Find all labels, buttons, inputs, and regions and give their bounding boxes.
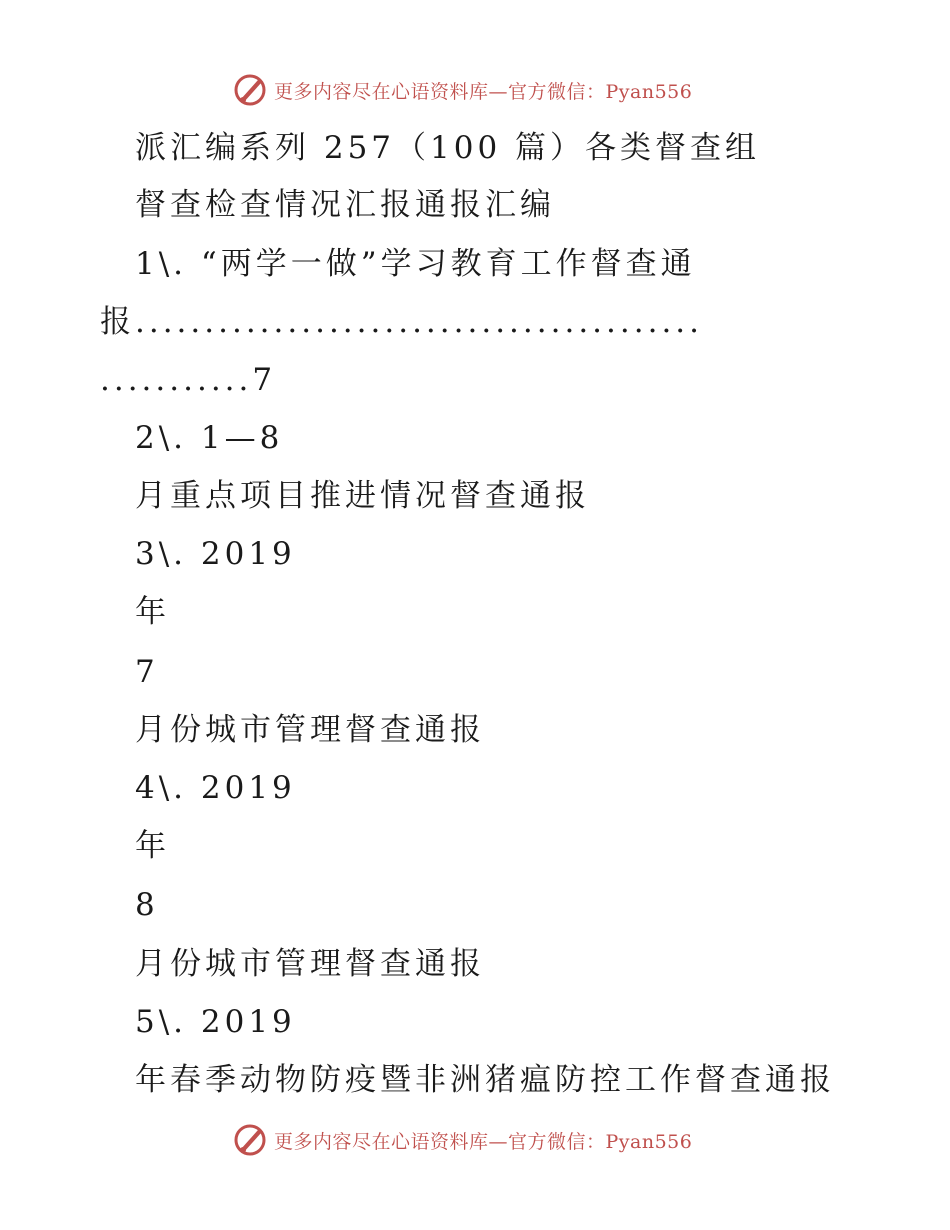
toc-item-2-number: 2\. 1—8 — [135, 420, 284, 456]
toc-item-4-year-unit: 年 — [135, 828, 170, 864]
toc-item-4-title: 月份城市管理督查通报 — [135, 946, 485, 982]
toc-item-3-year-unit: 年 — [135, 594, 170, 630]
toc-item-2-title: 月重点项目推进情况督查通报 — [135, 478, 590, 514]
toc-item-4-number: 4\. 2019 — [135, 770, 296, 806]
toc-item-1-page: ...........7 — [100, 362, 277, 398]
doc-title-line-1: 派汇编系列 257（100 篇）各类督查组 — [135, 130, 761, 166]
watermark-text: 更多内容尽在心语资料库—官方微信：Pyan556 — [274, 1130, 693, 1153]
watermark-text: 更多内容尽在心语资料库—官方微信：Pyan556 — [274, 80, 693, 103]
toc-item-5-title: 年春季动物防疫暨非洲猪瘟防控工作督查通报 — [135, 1062, 835, 1098]
doc-title-line-2: 督查检查情况汇报通报汇编 — [135, 187, 555, 223]
toc-item-3-title: 月份城市管理督查通报 — [135, 712, 485, 748]
brush-seal-icon — [232, 72, 268, 108]
watermark-banner-bottom — [232, 1120, 692, 1160]
toc-item-1-title: 1\. “两学一做”学习教育工作督查通 — [135, 246, 696, 282]
toc-item-1-leader: 报......................................... — [100, 304, 704, 340]
toc-item-5-number: 5\. 2019 — [135, 1004, 296, 1040]
toc-item-3-month: 7 — [135, 654, 159, 690]
watermark-banner-top — [232, 70, 692, 110]
brush-seal-icon — [232, 1122, 268, 1158]
toc-item-4-month: 8 — [135, 887, 159, 923]
toc-item-3-number: 3\. 2019 — [135, 536, 296, 572]
